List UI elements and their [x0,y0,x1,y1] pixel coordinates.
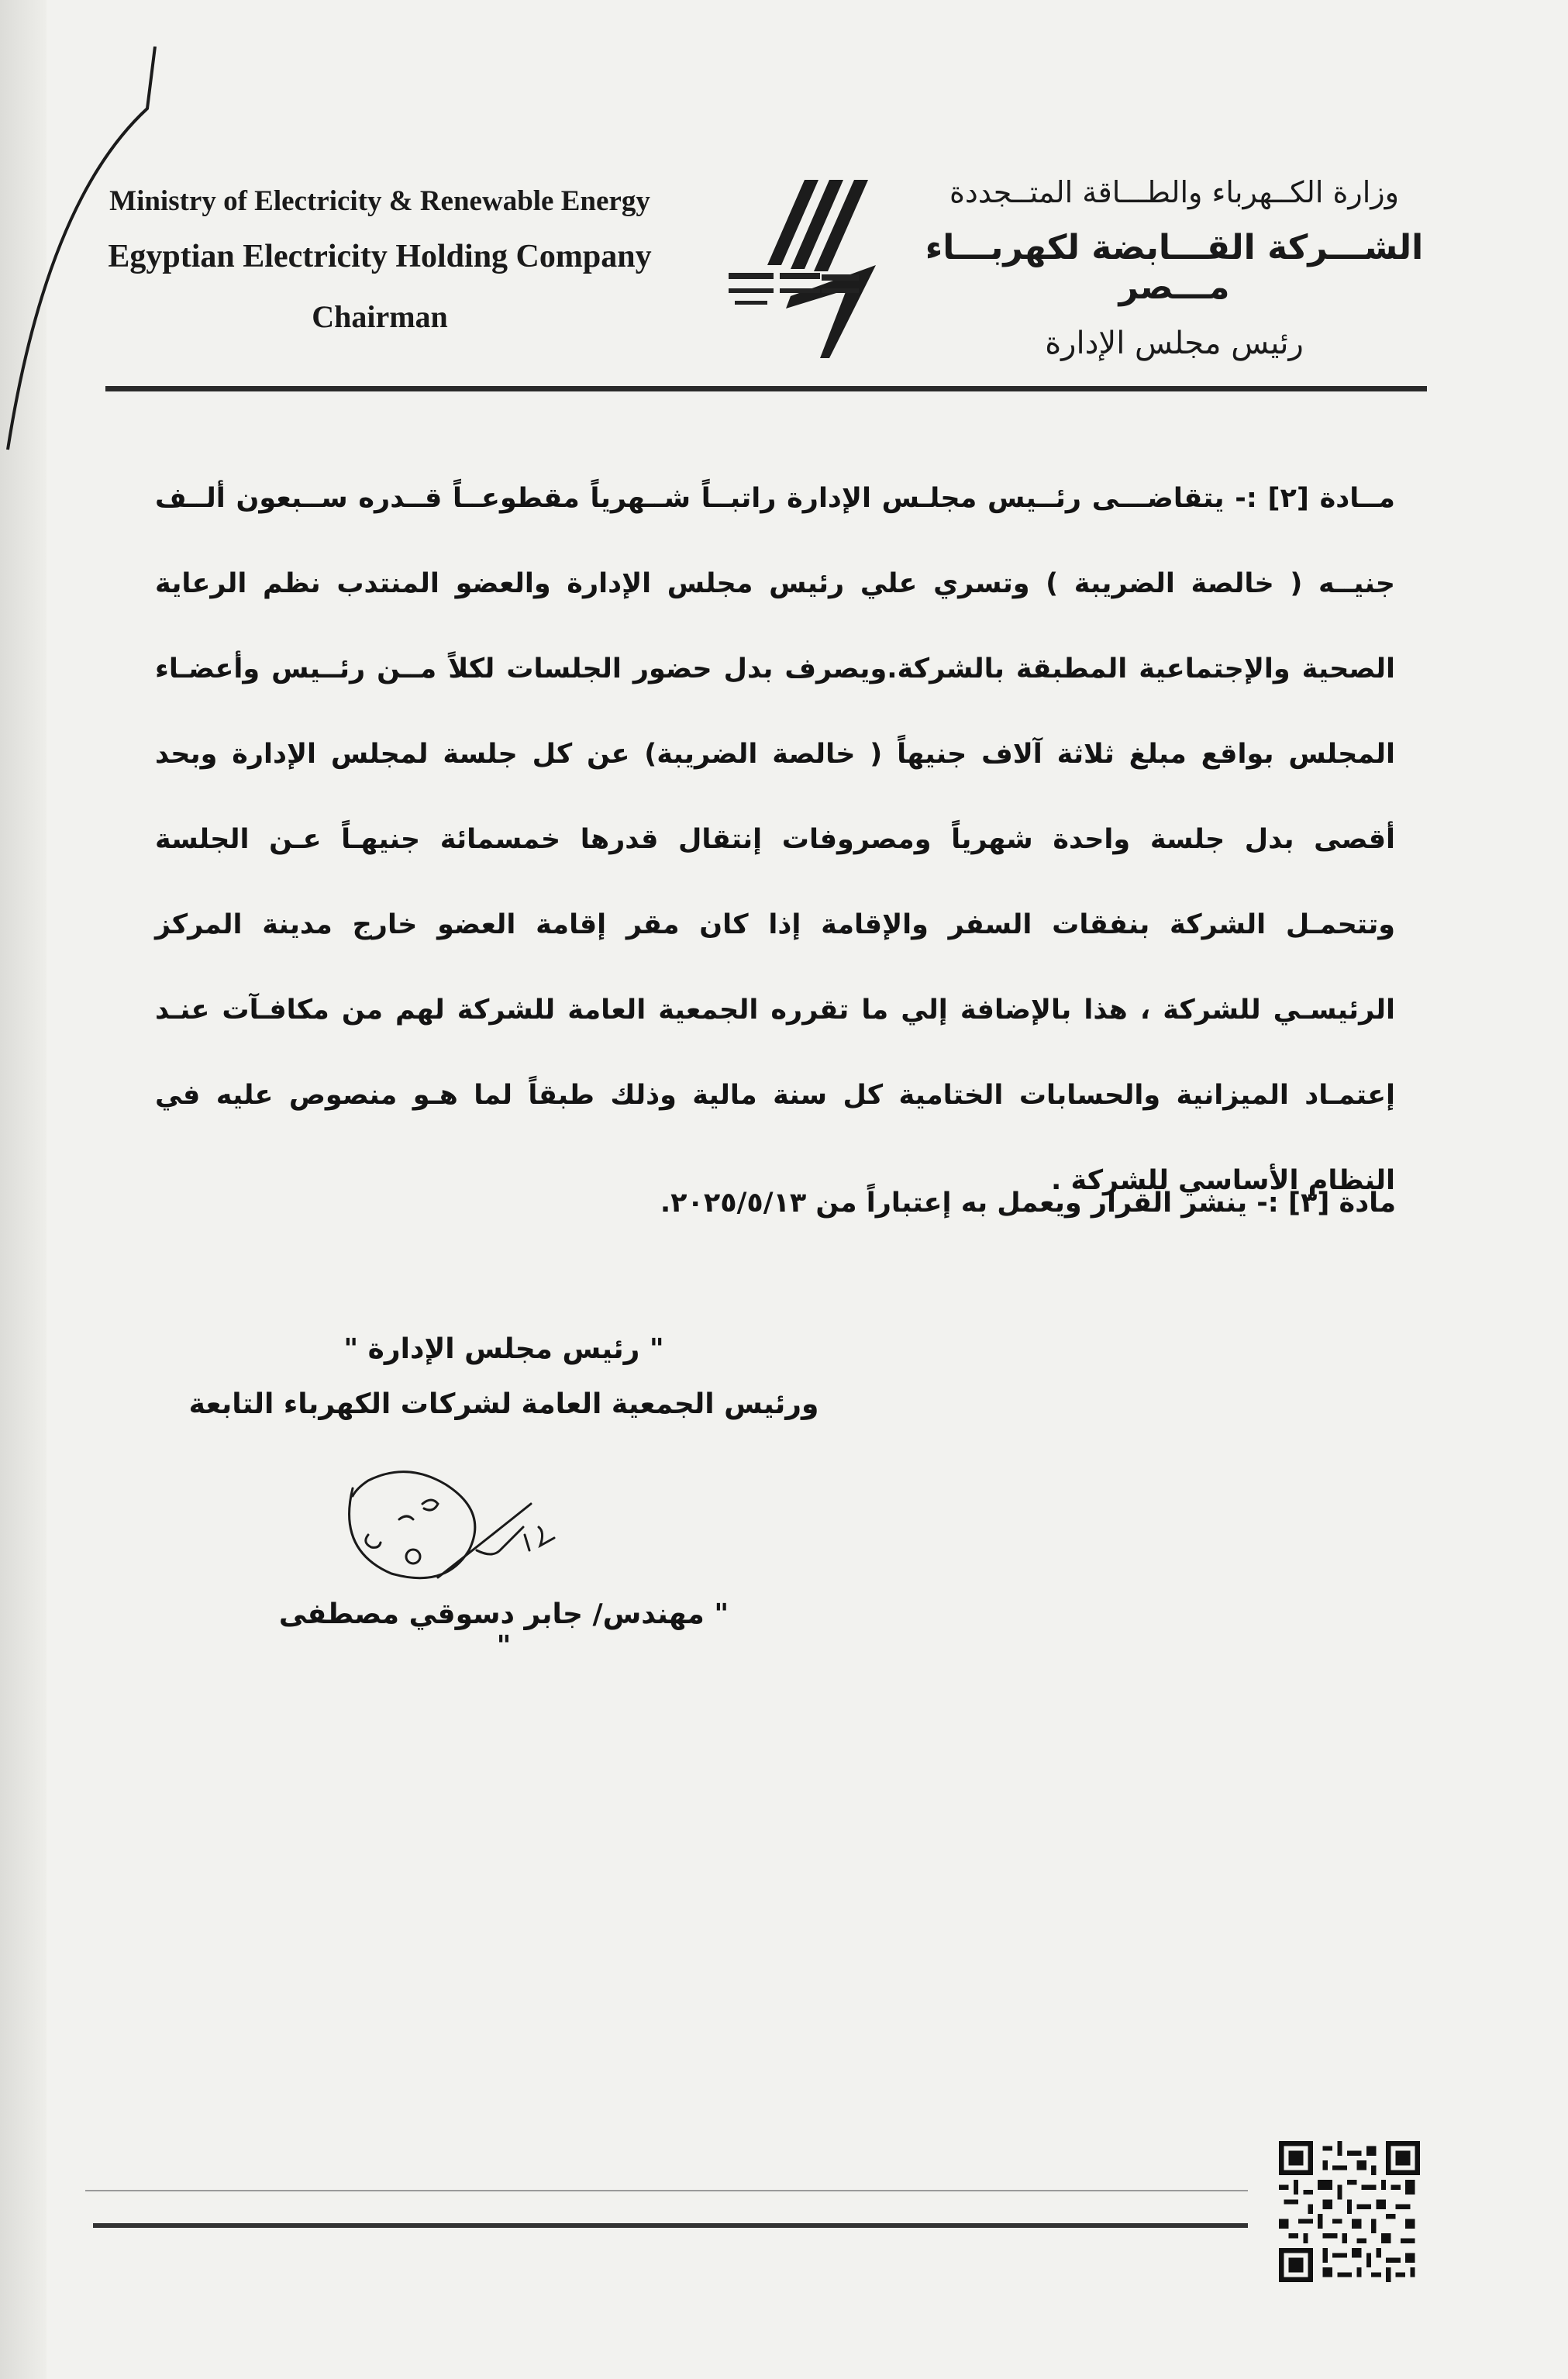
signatory-name: " مهندس/ جابر دسوقي مصطفى " [278,1598,729,1662]
office-title-ar: رئيس مجلس الإدارة [1045,326,1304,361]
company-name-ar: الشـــركة القـــابضة لكهربـــاء مـــصر [925,228,1424,307]
signatory-subtitle: ورئيس الجمعية العامة لشركات الكهرباء التابعة [188,1388,819,1420]
footer-rule [93,2223,1248,2228]
article-2-label: مــادة [٢] :- [1235,483,1395,514]
article-3-label: مادة [٣] :- [1256,1188,1396,1219]
article-2 [155,456,1395,1223]
lightning-logo-icon [713,172,922,366]
handwritten-signature [322,1442,577,1597]
company-name-en: Egyptian Electricity Holding Company [108,239,652,274]
qr-code-icon [1279,2141,1420,2282]
header-divider [105,386,1427,391]
article-3-text: ينشر القرار ويعمل به إعتباراً من ٢٠٢٥/٥/١٣. [660,1188,1248,1219]
ministry-name-ar: وزارة الكــهرباء والطـــاقة المتــجددة [949,175,1399,209]
footer-thin-rule [85,2190,1248,2191]
header-english [101,184,659,335]
signatory-title: " رئيس مجلس الإدارة " [343,1333,664,1365]
header-arabic [895,175,1453,361]
signature-block [178,1333,829,1420]
article-2-text: يتقاضـــى رئــيس مجلـس الإدارة راتبــاً شــهرياً مقطوعــاً قــدره ســبعون ألــف جنيــه ( خالصة الضريبة ) وتسري علي رئيس مجلس الإدارة والعضو المنتدب نظم الرعاية الصحية والإجتماعية المطبقة بالشركة.ويصرف بدل حضور الجلسات لكلاً مــن رئــيس وأعضـاء المجلس بواقع مبلغ ثلاثة آلاف جنيهاً ( خالصة الضريبة) عن كل جلسة لمجلس الإدارة وبحد أقصى بدل جلسة واحدة شهرياً ومصروفات إنتقال قدرها خمسمائة جنيهـاً عـن الجلسة وتتحمـل الشركة بنفقات السفر والإقامة إذا كان مقر إقامة العضو خارج مدينة المركز الرئيسـي للشركة ، هذا بالإضافة إلي ما تقرره الجمعية العامة للشركة لهم من مكافـآت عنـد إعتمـاد الميزانية والحسابات الختامية كل سنة مالية وذلك طبقاً لما هـو منصوص عليه في النظام الأساسي للشركة . [155,483,1395,1196]
ministry-name-en: Ministry of Electricity & Renewable Energy [109,185,650,217]
office-title-en: Chairman [312,299,448,334]
article-3 [311,1188,1396,1219]
